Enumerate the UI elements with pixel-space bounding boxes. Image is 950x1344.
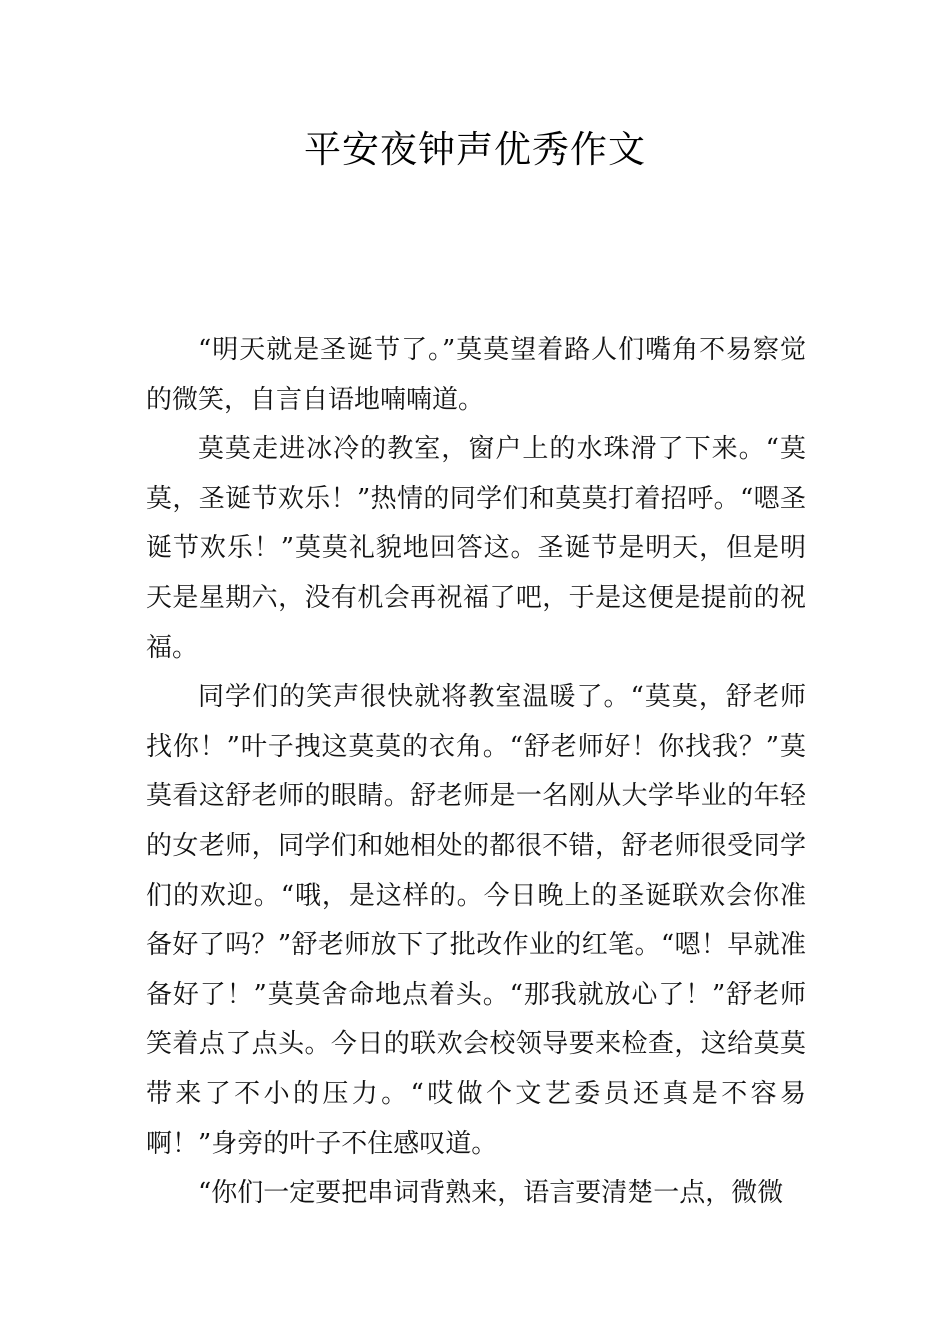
paragraph: “明天就是圣诞节了。”莫莫望着路人们嘴角不易察觉的微笑，自言自语地喃喃道。 [146,335,806,415]
paragraph: “你们一定要把串词背熟来，语言要清楚一点，微微 [198,1178,784,1209]
document-title: 平安夜钟声优秀作文 [304,128,646,171]
paragraph: 同学们的笑声很快就将教室温暖了。“莫莫，舒老师找你！”叶子拽这莫莫的衣角。“舒老师好！你找我？”莫莫看这舒老师的眼睛。舒老师是一名刚从大学毕业的年轻的女老师，同学们和她相处的都很不错，舒老师很受同学们的欢迎。“哦，是这样的。今日晚上的圣诞联欢会你准备好了吗？”舒老师放下了批改作业的红笔。“嗯！早就准备好了！”莫莫舍命地点着头。“那我就放心了！”舒老师笑着点了点头。今日的联欢会校领导要来检查，这给莫莫带来了不小的压力。“哎做个文艺委员还真是不容易啊！”身旁的叶子不住感叹道。 [146,682,806,1159]
paragraph: 莫莫走进冰冷的教室，窗户上的水珠滑了下来。“莫莫，圣诞节欢乐！”热情的同学们和莫莫打着招呼。“嗯圣诞节欢乐！”莫莫礼貌地回答这。圣诞节是明天，但是明天是星期六，没有机会再祝福了吧，于是这便是提前的祝福。 [146,434,806,663]
document-body [146,326,806,1219]
